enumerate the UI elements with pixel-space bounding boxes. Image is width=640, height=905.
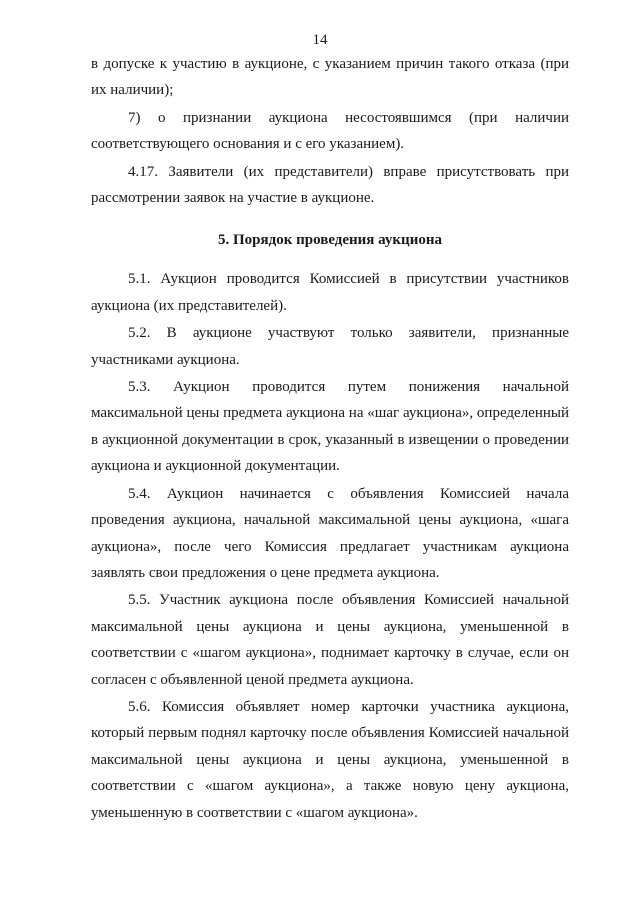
paragraph: 5.1. Аукцион проводится Комиссией в присутствии участников аукциона (их представителей). (91, 271, 569, 314)
document-body (91, 51, 569, 826)
paragraph: 4.17. Заявители (их представители) вправе присутствовать при рассмотрении заявок на участие в аукционе. (91, 163, 569, 207)
paragraph: 5.4. Аукцион начинается с объявления Комиссией начала проведения аукциона, начальной максимальной цены аукциона, «шага аукциона», после чего Комиссия предлагает участникам аукциона заявлять свои предложения о цене предмета аукциона. (91, 485, 569, 581)
paragraph: 5.2. В аукционе участвуют только заявители, признанные участниками аукциона. (91, 325, 569, 368)
section-heading: 5. Порядок проведения аукциона (218, 232, 442, 249)
paragraph: 7) о признании аукциона несостоявшимся (при наличии соответствующего основания и с его указанием). (91, 109, 569, 153)
page-number: 14 (312, 32, 328, 48)
paragraph: 5.6. Комиссия объявляет номер карточки участника аукциона, который первым поднял карточку после объявления Комиссией начальной максимальной цены аукциона и цены аукциона, уменьшенной в соответствии с «шагом аукциона», а также новую цену аукциона, уменьшенную в соответствии с «шагом аукциона». (91, 698, 569, 821)
paragraph: в допуске к участию в аукционе, с указанием причин такого отказа (при их наличии); (91, 56, 569, 99)
paragraph: 5.5. Участник аукциона после объявления Комиссией начальной максимальной цены аукциона и цены аукциона, уменьшенной в соответствии с «шагом аукциона», поднимает карточку в случае, если он согласен с объявленной ценой предмета аукциона. (91, 592, 569, 688)
paragraph: 5.3. Аукцион проводится путем понижения начальной максимальной цены предмета аукциона на «шаг аукциона», определенный в аукционной документации в срок, указанный в извещении о проведении аукциона и аукционной документации. (91, 379, 569, 475)
